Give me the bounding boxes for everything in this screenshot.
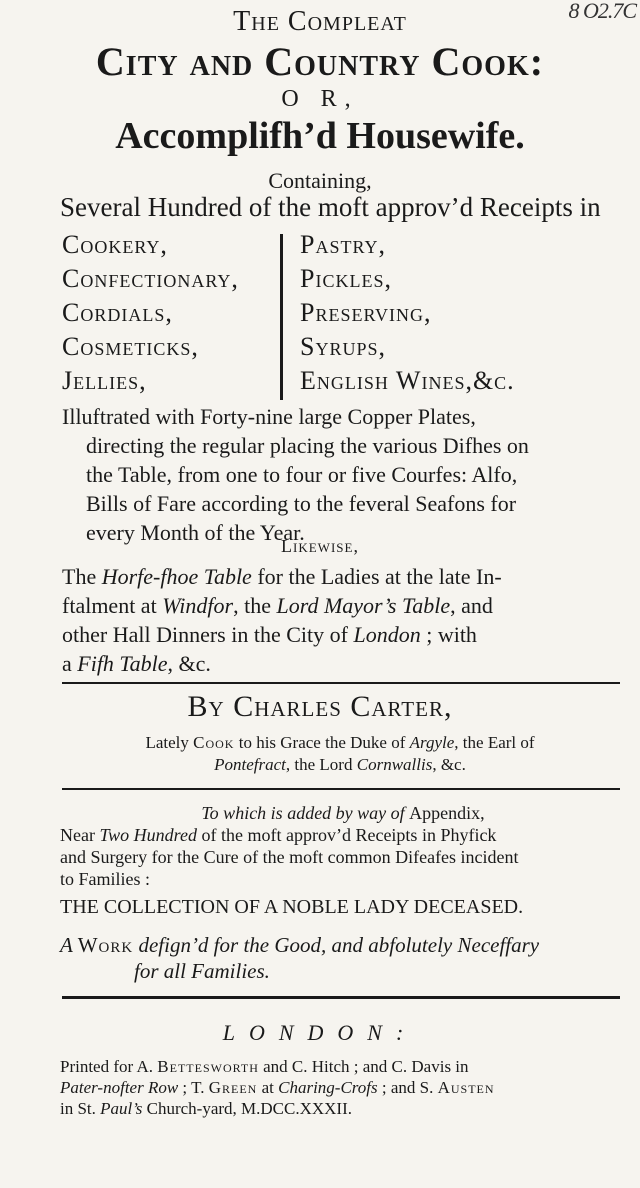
title-line-1: The Compleat <box>233 6 407 37</box>
title-line-4: Accomplifh’d Housewife. <box>115 115 525 157</box>
contents-item: Cosmeticks, <box>62 332 199 361</box>
paragraph-line: The Horfe-fhoe Table for the Ladies at the late In- <box>62 564 502 589</box>
contents-item: Cookery, <box>62 230 168 259</box>
contents-item: English Wines,&c. <box>300 366 515 395</box>
paragraph-line: other Hall Dinners in the City of London ; with <box>62 622 477 647</box>
containing-label: Containing, <box>268 168 372 193</box>
likewise-paragraph <box>62 562 622 678</box>
contents-item: Preserving, <box>300 298 432 327</box>
contents-item: Confectionary, <box>62 264 239 293</box>
paragraph-line: and Surgery for the Cure of the moft common Difeafes incident <box>60 847 519 867</box>
paragraph-line: Lately Cook to his Grace the Duke of Argyle, the Earl of <box>145 733 535 752</box>
contents-item: Syrups, <box>300 332 386 361</box>
paragraph-line: for all Families. <box>134 959 270 983</box>
imprint-city: LONDON: <box>222 1020 418 1045</box>
divider-rule <box>62 996 620 999</box>
paragraph-line: Illuftrated with Forty-nine large Copper Plates, <box>62 404 476 429</box>
paragraph-line: Printed for A. Bettesworth and C. Hitch ; and C. Davis in <box>60 1057 469 1076</box>
title-line-2: City and Country Cook: <box>95 39 545 84</box>
catalog-mark: 8 O2.7C <box>568 0 636 23</box>
paragraph-line: Bills of Fare according to the feveral Seafons for <box>86 491 517 516</box>
contents-item: Pickles, <box>300 264 392 293</box>
paragraph-line: every Month of the Year. <box>86 520 305 545</box>
paragraph-line: To which is added by way of Appendix, <box>201 803 485 823</box>
paragraph-line: Near Two Hundred of the moft approv’d Receipts in Phyfick <box>60 825 497 845</box>
contents-left-column <box>62 228 239 398</box>
author-credentials <box>60 732 620 776</box>
contents-right-column <box>300 228 515 398</box>
collection-line: THE COLLECTION OF A NOBLE LADY DECEASED. <box>60 896 524 918</box>
author-line: By Charles Carter, <box>187 690 453 723</box>
appendix-paragraph <box>60 802 626 890</box>
paragraph-line: A Work defign’d for the Good, and abfolutely Neceffary <box>60 933 540 957</box>
column-divider <box>280 234 283 400</box>
divider-rule <box>62 788 620 790</box>
title-or: O R, <box>281 86 359 112</box>
paragraph-line: Pater-nofter Row ; T. Green at Charing-Crofs ; and S. Austen <box>60 1078 495 1097</box>
divider-rule <box>62 682 620 684</box>
contents-item: Jellies, <box>62 366 147 395</box>
paragraph-line: the Table, from one to four or five Courfes: Alfo, <box>86 462 518 487</box>
contents-item: Cordials, <box>62 298 173 327</box>
paragraph-line: ftalment at Windfor, the Lord Mayor’s Table, and <box>62 593 493 618</box>
paragraph-line: a Fifh Table, &c. <box>62 651 211 676</box>
paragraph-line: in St. Paul’s Church-yard, M.DCC.XXXII. <box>60 1099 352 1118</box>
imprint-paragraph <box>60 1056 626 1119</box>
paragraph-line: directing the regular placing the various Difhes on <box>86 433 529 458</box>
work-description <box>60 932 626 984</box>
contents-item: Pastry, <box>300 230 386 259</box>
paragraph-line: to Families : <box>60 869 150 889</box>
likewise-heading: Likewise, <box>281 536 359 556</box>
illustrated-paragraph <box>62 402 622 547</box>
several-hundred-line: Several Hundred of the moft approv’d Receipts in <box>60 192 601 222</box>
paragraph-line: Pontefract, the Lord Cornwallis, &c. <box>214 755 466 774</box>
